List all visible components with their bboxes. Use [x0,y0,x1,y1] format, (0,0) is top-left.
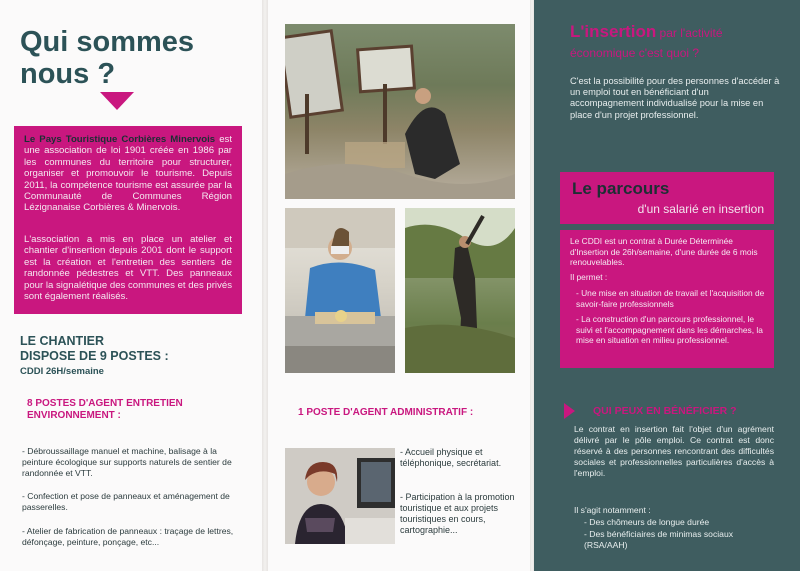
parcours-box [560,230,774,368]
chantier-heading: LE CHANTIER DISPOSE DE 9 POSTES : [20,334,169,363]
task-item: - Débroussaillage manuel et machine, balisage à la peinture écologique sur supports naturels de sentier de randonnée et VTT. [22,446,232,478]
panel-photos [268,0,530,571]
notamment-label: Il s'agit notamment : [574,505,651,515]
agents-title: 8 POSTES D'AGENT ENTRETIEN ENVIRONNEMENT : [27,398,183,421]
panel-insertion: L'insertion par l'activité économique c'est quoi ? C'est la possibilité pour des personnes d'accéder à un emploi tout en bénéficiant d'un accompagnement individualisé pour la mise en place d'un projet professionnel. Le parcours d'un salarié en insertion Le CDDI est un contrat à Durée Déterminée d'Insertion de 26h/semaine, d'une durée de 6 mois renouvelables. Il permet : - Une mise en situation de travail et l'acquisition de savoir-faire professionnels - La construction d'un parcours professionnel, le suivi et l'accompagnement dans les démarches, la mise en situation en milieu professionnel. QUI PEUX EN BÉNÉFICIER ? Le contrat en insertion fait l'objet d'un agrément délivré par le pôle emploi. Ce contrat est donc réservé à des personnes rencontrant des difficultés sociales et professionnelles particulières d'accès à l'emploi. Il s'agit notamment : - Des chômeurs de longue durée - Des bénéficiaires de minimas sociaux (RSA/AAH) [534,0,800,571]
photo-workers-signposts [285,24,515,199]
photo-office-employee [285,448,395,544]
intro-paragraph: Le Pays Touristique Corbières Minervois est une association de loi 1901 créée en 1986 par les communes du territoire pour structurer, organiser et promouvoir le tourisme. Depuis 2011, la compétence tourisme est assurée par la Communauté de Communes Région Lézignanaise Corbières & Minervois. [24,134,232,214]
admin-task-item: - Participation à la promotion touristique et aux projets touristiques en cours, cartographie... [400,492,515,535]
photo-workshop-sanding [285,208,395,373]
qui-beneficier-text: Le contrat en insertion fait l'objet d'un agrément délivré par le pôle emploi. Ce contrat est donc réservé à des personnes rencontrant des difficultés sociales et professionnelles particulières d'accès à l'emploi. [574,424,774,478]
photo-trail-worker [405,208,515,373]
beneficiary-item: - Des chômeurs de longue durée [584,517,710,527]
cddi-description: Le CDDI est un contrat à Durée Déterminée d'Insertion de 26h/semaine, d'une durée de 6 mois renouvelables. [570,236,758,268]
beneficiary-item: - Des bénéficiaires de minimas sociaux (RSA/AAH) [584,529,734,550]
parcours-bullet: - La construction d'un parcours professionnel, le suivi et l'accompagnement dans les démarches, la mise en situation en milieu professionnel. [576,314,763,346]
admin-task-item: - Accueil physique et téléphonique, secrétariat. [400,447,502,468]
intro-paragraph-2: L'association a mis en place un atelier et chantier d'insertion depuis 2001 dont le support est la création et l'entretien des sentiers de randonnée pédestres et VTT. Des panneaux pour la signalétique des communes et des privés sont également réalisés. [24,234,232,303]
triangle-down-icon [100,92,134,110]
arrow-right-icon [564,403,575,419]
association-name: Le Pays Touristique Corbières Minervois [24,134,216,145]
panel-qui-sommes-nous [0,0,262,571]
parcours-bullet: - Une mise en situation de travail et l'acquisition de savoir-faire professionnels [576,288,765,309]
page-title: Qui sommes nous ? [20,26,195,90]
task-item: - Atelier de fabrication de panneaux : traçage de lettres, défonçage, peinture, ponçage, etc... [22,526,234,547]
intro-box [14,126,242,314]
parcours-heading: Le parcours d'un salarié en insertion [560,172,774,224]
insertion-intro: C'est la possibilité pour des personnes d'accéder à un emploi tout en bénéficiant d'un accompagnement individualisé pour la mise en place d'un projet professionnel. [570,76,780,120]
cddi-label: CDDI 26H/semaine [20,366,104,377]
insertion-title: L'insertion par l'activité économique c'est quoi ? [570,22,723,60]
task-item: - Confection et pose de panneaux et aménagement de passerelles. [22,491,230,512]
admin-title: 1 POSTE D'AGENT ADMINISTRATIF : [298,407,474,418]
il-permet-label: Il permet : [570,272,608,282]
